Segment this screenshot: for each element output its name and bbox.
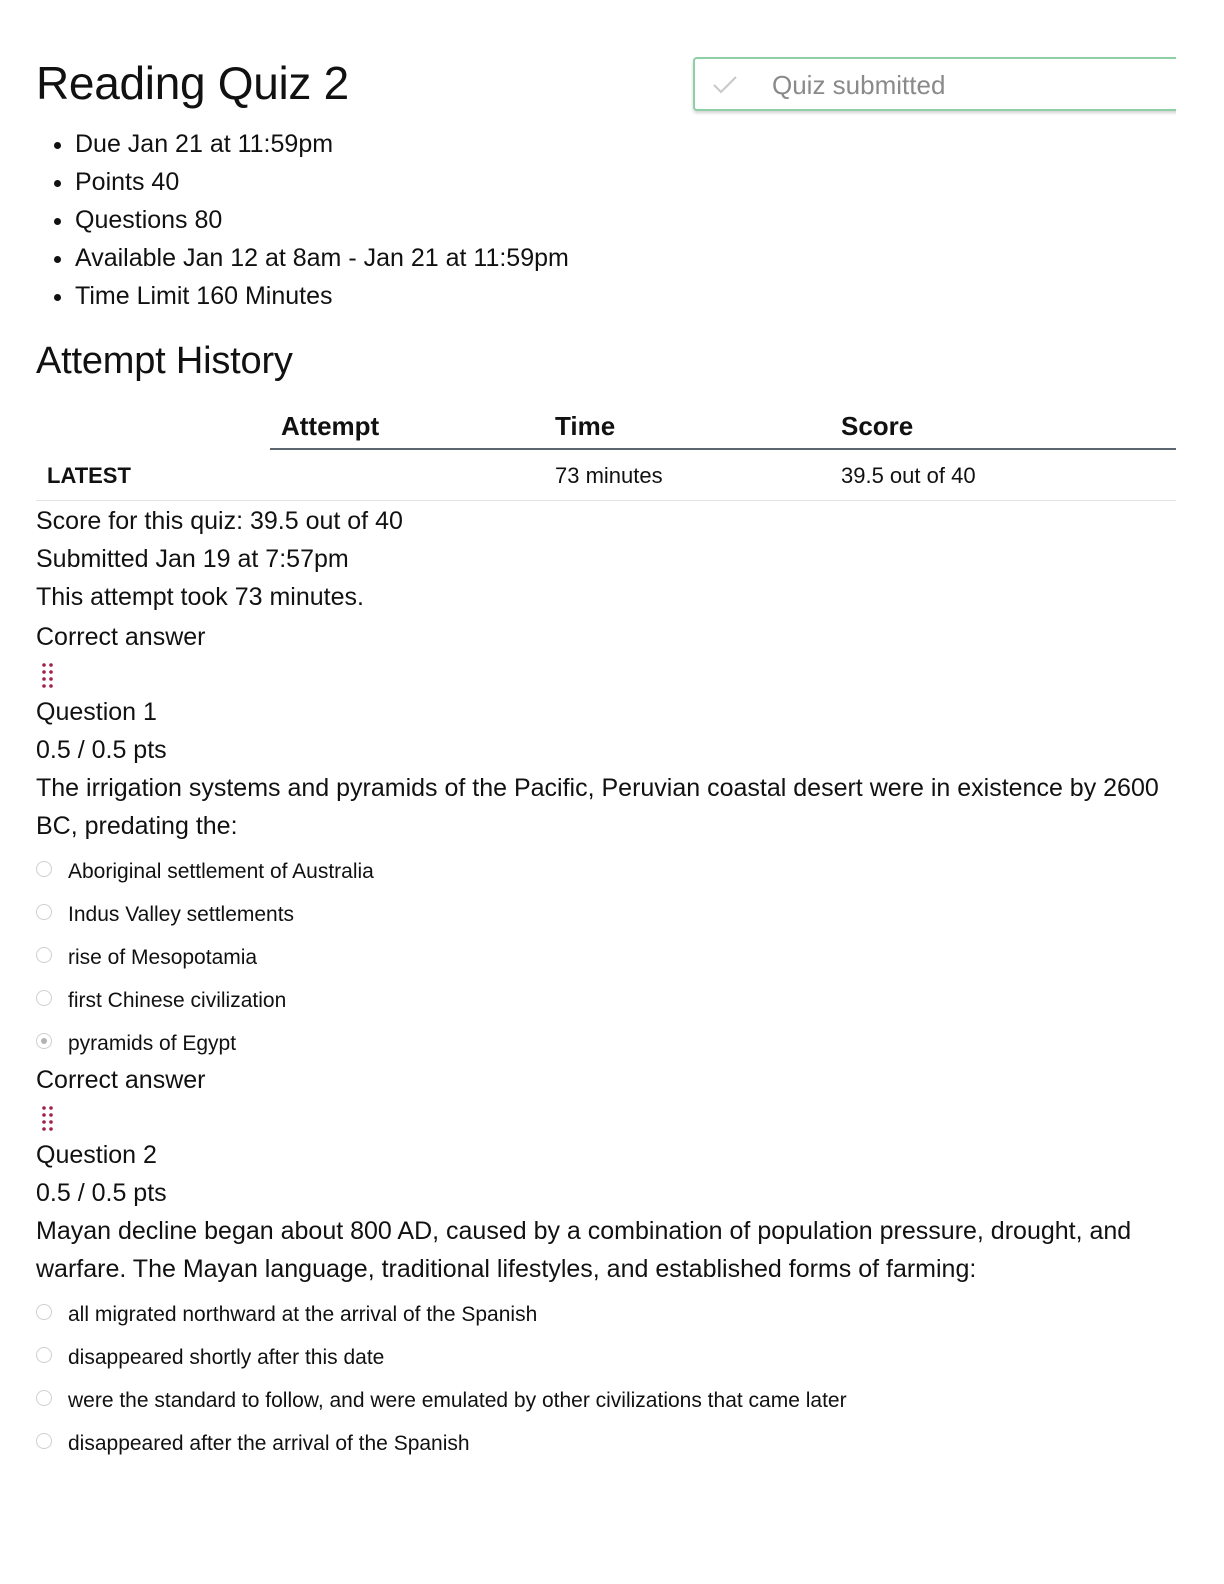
radio-button[interactable]: [36, 990, 52, 1006]
question-points: 0.5 / 0.5 pts: [36, 736, 167, 764]
time-limit: • Time Limit 160 Minutes: [75, 277, 569, 315]
answer-option-label: all migrated northward at the arrival of the Spanish: [68, 1303, 538, 1326]
drag-handle-icon[interactable]: [40, 662, 56, 694]
column-header-score: Score: [841, 411, 914, 441]
radio-button[interactable]: [36, 947, 52, 963]
drag-handle-icon[interactable]: [40, 1105, 56, 1137]
answer-option-label: disappeared shortly after this date: [68, 1346, 385, 1369]
attempt-history-table: [36, 405, 1176, 503]
question-count: • Questions 80: [75, 201, 569, 239]
answer-option-label: Indus Valley settlements: [68, 903, 295, 926]
question-points: 0.5 / 0.5 pts: [36, 1179, 167, 1207]
toast-message: Quiz submitted: [772, 70, 946, 100]
answer-option-label: Aboriginal settlement of Australia: [68, 860, 374, 883]
answer-option-label: pyramids of Egypt: [68, 1032, 237, 1055]
question-title: Question 1: [36, 698, 157, 726]
question-text: The irrigation systems and pyramids of the Pacific, Peruvian coastal desert were in existence by 2600 BC, predating the:: [36, 774, 1159, 840]
attempt-history-heading: Attempt History: [36, 340, 293, 382]
answer-status: Correct answer: [36, 623, 206, 651]
radio-button[interactable]: [36, 1304, 52, 1320]
quiz-score: Score for this quiz: 39.5 out of 40: [36, 507, 403, 535]
page-edge: [1176, 40, 1224, 130]
radio-button[interactable]: [36, 1347, 52, 1363]
attempt-row-time: 73 minutes: [555, 463, 663, 488]
answer-option-label: first Chinese civilization: [68, 989, 287, 1012]
question-title: Question 2: [36, 1141, 157, 1169]
availability: • Available Jan 12 at 8am - Jan 21 at 11:59pm: [75, 239, 569, 277]
header-divider: [270, 448, 1176, 450]
radio-button[interactable]: [36, 1433, 52, 1449]
row-divider: [36, 500, 1176, 501]
attempt-duration: This attempt took 73 minutes.: [36, 583, 364, 611]
points: • Points 40: [75, 163, 569, 201]
radio-button-selected[interactable]: [36, 1033, 52, 1049]
quiz-details-list: [50, 125, 569, 315]
attempt-row-label: LATEST: [47, 463, 131, 488]
answer-option-label: disappeared after the arrival of the Spanish: [68, 1432, 470, 1455]
quiz-title: Reading Quiz 2: [36, 57, 349, 109]
check-icon: [709, 69, 741, 101]
attempt-row-score: 39.5 out of 40: [841, 463, 976, 488]
answer-option-label: rise of Mesopotamia: [68, 946, 258, 969]
radio-button[interactable]: [36, 904, 52, 920]
due-date: • Due Jan 21 at 11:59pm: [75, 125, 569, 163]
question-text: Mayan decline began about 800 AD, caused by a combination of population pressure, drought, and warfare. The Mayan language, traditional lifestyles, and established forms of farming:: [36, 1217, 1132, 1283]
radio-button[interactable]: [36, 861, 52, 877]
quiz-submitted-toast: [693, 57, 1193, 111]
column-header-attempt: Attempt: [281, 411, 380, 441]
answer-option-label: were the standard to follow, and were emulated by other civilizations that came later: [68, 1389, 847, 1412]
submitted-time: Submitted Jan 19 at 7:57pm: [36, 545, 349, 573]
answer-status: Correct answer: [36, 1066, 206, 1094]
radio-button[interactable]: [36, 1390, 52, 1406]
column-header-time: Time: [555, 411, 616, 441]
